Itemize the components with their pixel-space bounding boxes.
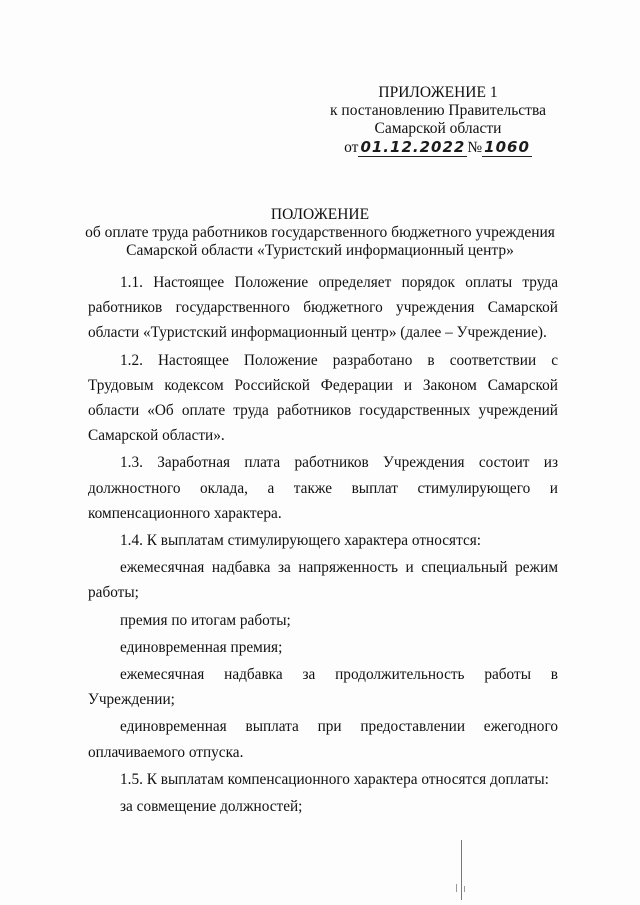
scan-mark xyxy=(464,886,465,892)
decree-number: 1060 xyxy=(484,138,530,156)
appendix-region: Самарской области xyxy=(374,120,502,137)
title-line-3: Самарской области «Туристский информационный центр» xyxy=(126,242,514,259)
scan-mark xyxy=(461,840,462,900)
list-item-one-time-bonus: единовременная премия; xyxy=(120,638,283,656)
decree-date-number xyxy=(328,138,548,157)
title-line-1: ПОЛОЖЕНИЕ xyxy=(270,206,370,223)
list-item-vacation-payment: единовременная выплата при предоставлении ежегодного оплачиваемого отпуска. xyxy=(88,718,558,761)
title-line-2: об оплате труда работников государственного бюджетного учреждения xyxy=(85,224,555,241)
paragraph-1-4: 1.4. К выплатам стимулирующего характера относятся: xyxy=(120,532,482,550)
scan-mark xyxy=(456,884,457,892)
paragraph-1-5: 1.5. К выплатам компенсационного характера относятся доплаты: xyxy=(120,770,549,788)
paragraph-1-1: 1.1. Настоящее Положение определяет порядок оплаты труда работников государственного бюджетного учреждения Самарской области «Туристский информационный центр» (далее – Учреждение). xyxy=(88,274,558,342)
list-item-performance-bonus: премия по итогам работы; xyxy=(120,611,291,629)
paragraph-1-2: 1.2. Настоящее Положение разработано в соответствии с Трудовым кодексом Российской Федерации и Законом Самарской области «Об оплате труда работников государственных учреждений Самарской области». xyxy=(88,351,558,445)
appendix-header xyxy=(328,84,548,157)
decree-date: 01.12.2022 xyxy=(360,138,466,156)
document-title xyxy=(60,206,580,260)
list-item-intensity-bonus: ежемесячная надбавка за напряженность и специальный режим работы; xyxy=(88,559,558,602)
number-prefix: № xyxy=(467,139,483,156)
list-item-combination: за совмещение должностей; xyxy=(120,798,303,816)
appendix-title: ПРИЛОЖЕНИЕ 1 xyxy=(378,84,498,101)
document-body xyxy=(88,270,558,819)
date-prefix: от xyxy=(344,139,359,156)
appendix-decree-label: к постановлению Правительства xyxy=(330,102,546,119)
list-item-tenure-bonus: ежемесячная надбавка за продолжительность работы в Учреждении; xyxy=(88,666,558,709)
paragraph-1-3: 1.3. Заработная плата работников Учреждения состоит из должностного оклада, а также выплат стимулирующего и компенсационного характера. xyxy=(88,454,558,522)
